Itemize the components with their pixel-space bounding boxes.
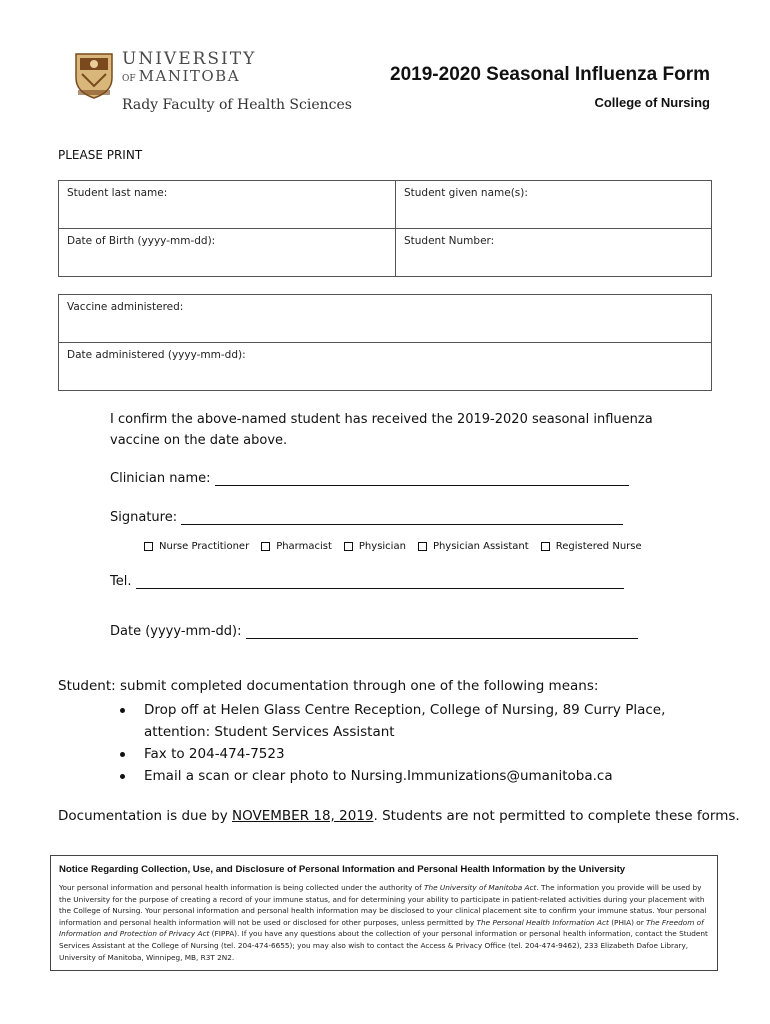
please-print-instruction: PLEASE PRINT bbox=[58, 148, 143, 162]
university-wordmark bbox=[122, 50, 256, 87]
submission-methods-list bbox=[58, 699, 718, 787]
signature-row: Signature: bbox=[110, 510, 623, 525]
privacy-notice-box bbox=[50, 855, 718, 971]
form-subtitle: College of Nursing bbox=[594, 95, 710, 110]
submission-intro: Student: submit completed documentation through one of the following means: bbox=[58, 678, 599, 694]
vaccine-administered-field[interactable]: Vaccine administered: bbox=[59, 295, 712, 343]
vaccine-info-table bbox=[58, 294, 712, 391]
due-date-statement: Documentation is due by NOVEMBER 18, 2019. Students are not permitted to complete these forms. bbox=[58, 808, 740, 824]
bullet-icon bbox=[120, 774, 125, 779]
signature-line[interactable] bbox=[181, 510, 623, 525]
student-submission-instructions bbox=[58, 675, 718, 787]
telephone-line[interactable] bbox=[136, 574, 624, 589]
clinician-confirmation-statement: I confirm the above-named student has received the 2019-2020 seasonal influenza vaccine on the date above. bbox=[110, 412, 653, 448]
checkbox-icon[interactable] bbox=[541, 542, 550, 551]
date-of-birth-field[interactable]: Date of Birth (yyyy-mm-dd): bbox=[59, 229, 396, 277]
due-date: NOVEMBER 18, 2019 bbox=[232, 808, 374, 824]
clinician-role-checkboxes bbox=[144, 541, 642, 552]
clinician-name-line[interactable] bbox=[215, 471, 629, 486]
role-nurse-practitioner[interactable]: Nurse Practitioner bbox=[144, 541, 249, 552]
student-last-name-field[interactable]: Student last name: bbox=[59, 181, 396, 229]
student-number-field[interactable]: Student Number: bbox=[396, 229, 712, 277]
role-physician-assistant[interactable]: Physician Assistant bbox=[418, 541, 529, 552]
list-item: Email a scan or clear photo to Nursing.Immunizations@umanitoba.ca bbox=[58, 765, 718, 787]
telephone-row: Tel. bbox=[110, 574, 624, 589]
checkbox-icon[interactable] bbox=[144, 542, 153, 551]
list-item: Fax to 204-474-7523 bbox=[58, 743, 718, 765]
bullet-icon bbox=[120, 752, 125, 757]
university-name-line2: OF MANITOBA bbox=[122, 67, 241, 85]
date-signed-line[interactable] bbox=[246, 624, 638, 639]
role-registered-nurse[interactable]: Registered Nurse bbox=[541, 541, 642, 552]
form-title: 2019-2020 Seasonal Influenza Form bbox=[390, 64, 710, 85]
role-pharmacist[interactable]: Pharmacist bbox=[261, 541, 332, 552]
role-physician[interactable]: Physician bbox=[344, 541, 406, 552]
student-given-names-field[interactable]: Student given name(s): bbox=[396, 181, 712, 229]
privacy-notice-body: Your personal information and personal health information is being collected under the authority of The University of Manitoba Act. The information you provide will be used by the University for the purpose of creating a record of your immune status, and for determining your ability to participate in patient-related activities during your placement with the College of Nursing. Your personal information and personal health information may be disclosed to your clinical placement site to confirm your immune status. Your personal information and personal health information will not be used or disclosed for other purposes, unless permitted by The Personal Health Information Act (PHIA) or The Freedom of Information and Protection of Privacy Act (FIPPA). If you have any questions about the collection of your personal information or personal health information, contact the Student Services Assistant at the College of Nursing (tel. 204-474-6655); you may also wish to contact the Access & Privacy Office (tel. 204-474-9462), 233 Elizabeth Dafoe Library, University of Manitoba, Winnipeg, MB, R3T 2N2. bbox=[59, 883, 708, 962]
clinician-name-row: Clinician name: bbox=[110, 471, 629, 486]
checkbox-icon[interactable] bbox=[344, 542, 353, 551]
checkbox-icon[interactable] bbox=[261, 542, 270, 551]
student-info-table bbox=[58, 180, 712, 277]
bullet-icon bbox=[120, 708, 125, 713]
date-signed-row: Date (yyyy-mm-dd): bbox=[110, 624, 638, 639]
university-crest-logo bbox=[72, 50, 116, 100]
privacy-notice-title: Notice Regarding Collection, Use, and Disclosure of Personal Information and Personal Health Information by the University bbox=[59, 864, 626, 875]
faculty-name: Rady Faculty of Health Sciences bbox=[122, 97, 352, 113]
date-administered-field[interactable]: Date administered (yyyy-mm-dd): bbox=[59, 343, 712, 391]
checkbox-icon[interactable] bbox=[418, 542, 427, 551]
university-name-line1: UNIVERSITY bbox=[122, 49, 257, 69]
list-item: Drop off at Helen Glass Centre Reception, College of Nursing, 89 Curry Place, attention: Student Services Assistant bbox=[58, 699, 718, 743]
